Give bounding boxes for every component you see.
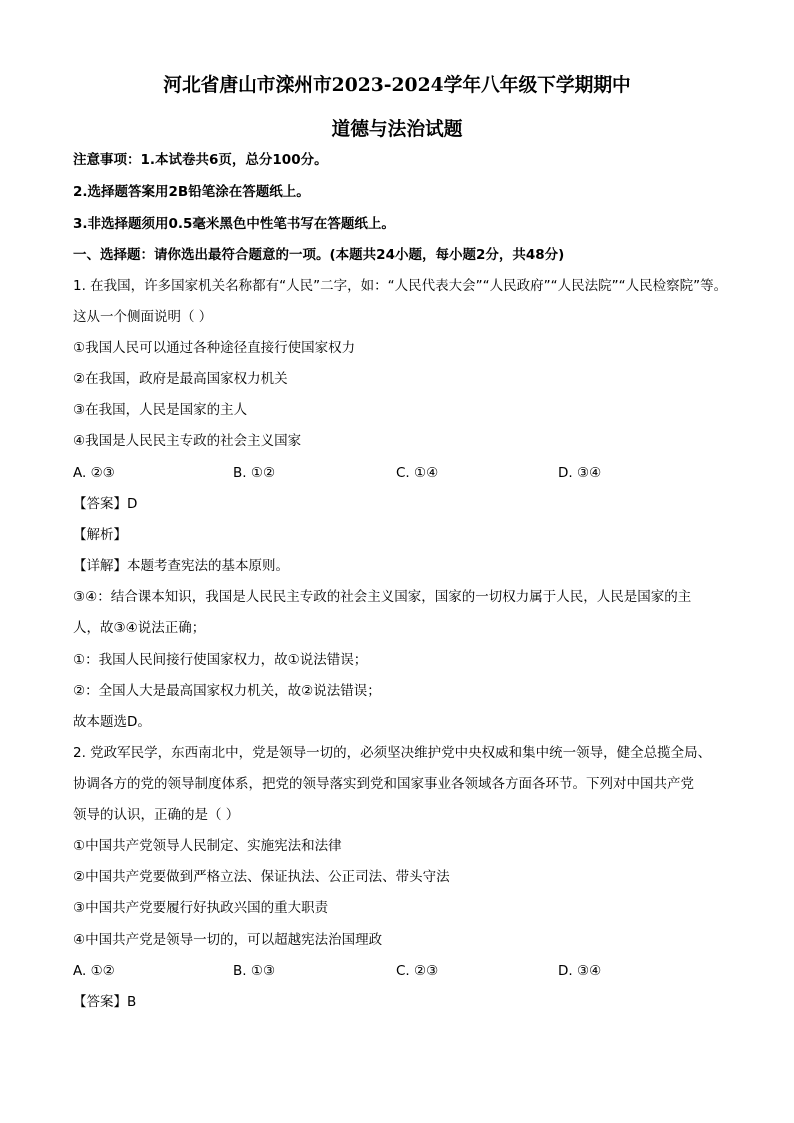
notes-line-1: 注意事项：1.本试卷共6页，总分100分。 bbox=[73, 152, 328, 168]
answer-tag: 【答案】 bbox=[73, 496, 127, 512]
q1-option-c: C. ①④ bbox=[396, 465, 439, 481]
q1-detail-line-1: ③④：结合课本知识，我国是人民民主专政的社会主义国家，国家的一切权力属于人民，人民是国家的主 bbox=[73, 589, 692, 605]
q1-statement-1: ①我国人民可以通过各种途径直接行使国家权力 bbox=[73, 340, 356, 356]
q1-statement-3: ③在我国，人民是国家的主人 bbox=[73, 402, 248, 418]
exam-subtitle: 道德与法治试题 bbox=[331, 118, 463, 140]
q1-detail-line-2: 人，故③④说法正确； bbox=[73, 620, 206, 636]
notes-line-2: 2.选择题答案用2B铅笔涂在答题纸上。 bbox=[73, 184, 310, 200]
answer-tag: 【答案】 bbox=[73, 994, 127, 1010]
q1-detail-line-3: ①：我国人民间接行使国家权力，故①说法错误； bbox=[73, 652, 368, 668]
q1-stem-line-2: 这从一个侧面说明（ ） bbox=[73, 309, 213, 325]
q2-option-a: A. ①② bbox=[73, 963, 115, 979]
detail-tag: 【详解】 bbox=[73, 558, 127, 574]
q1-statement-2: ②在我国，政府是最高国家权力机关 bbox=[73, 371, 288, 387]
detail-intro-text: 本题考查宪法的基本原则。 bbox=[127, 558, 289, 574]
q2-option-c: C. ②③ bbox=[396, 963, 439, 979]
notes-line-3: 3.非选择题须用0.5毫米黑色中性笔书写在答题纸上。 bbox=[73, 216, 395, 232]
q2-option-b: B. ①③ bbox=[233, 963, 276, 979]
q1-detail-line-4: ②：全国人大是最高国家权力机关，故②说法错误； bbox=[73, 683, 381, 699]
q1-option-d: D. ③④ bbox=[558, 465, 602, 481]
answer-value: B bbox=[127, 994, 137, 1010]
q2-option-d: D. ③④ bbox=[558, 963, 602, 979]
q2-statement-3: ③中国共产党要履行好执政兴国的重大职责 bbox=[73, 900, 329, 916]
q2-stem-line-1: 2. 党政军民学，东西南北中，党是领导一切的，必须坚决维护党中央权威和集中统一领导，健全总揽全局、 bbox=[73, 745, 712, 761]
q2-answer bbox=[73, 993, 136, 1011]
q2-statement-1: ①中国共产党领导人民制定、实施宪法和法律 bbox=[73, 838, 342, 854]
q1-detail-line-5: 故本题选D。 bbox=[73, 714, 151, 730]
q2-stem-line-2: 协调各方的党的领导制度体系，把党的领导落实到党和国家事业各领域各方面各环节。下列对中国共产党 bbox=[73, 776, 694, 792]
answer-value: D bbox=[127, 496, 138, 512]
q2-statement-2: ②中国共产党要做到严格立法、保证执法、公正司法、带头守法 bbox=[73, 869, 450, 885]
q2-stem-line-3: 领导的认识，正确的是（ ） bbox=[73, 807, 240, 823]
q1-analysis-tag: 【解析】 bbox=[73, 527, 127, 543]
q1-detail-intro bbox=[73, 557, 289, 575]
exam-title: 河北省唐山市滦州市2023-2024学年八年级下学期期中 bbox=[163, 74, 631, 96]
section-heading: 一、选择题：请你选出最符合题意的一项。(本题共24小题，每小题2分，共48分) bbox=[73, 247, 565, 263]
q1-option-b: B. ①② bbox=[233, 465, 276, 481]
q1-answer bbox=[73, 495, 137, 513]
q1-option-a: A. ②③ bbox=[73, 465, 115, 481]
q1-stem-line-1: 1. 在我国，许多国家机关名称都有“人民”二字，如：“人民代表大会”“人民政府”“人民法院”“人民检察院”等。 bbox=[73, 278, 728, 294]
q2-statement-4: ④中国共产党是领导一切的，可以超越宪法治国理政 bbox=[73, 932, 383, 948]
q1-statement-4: ④我国是人民民主专政的社会主义国家 bbox=[73, 433, 302, 449]
